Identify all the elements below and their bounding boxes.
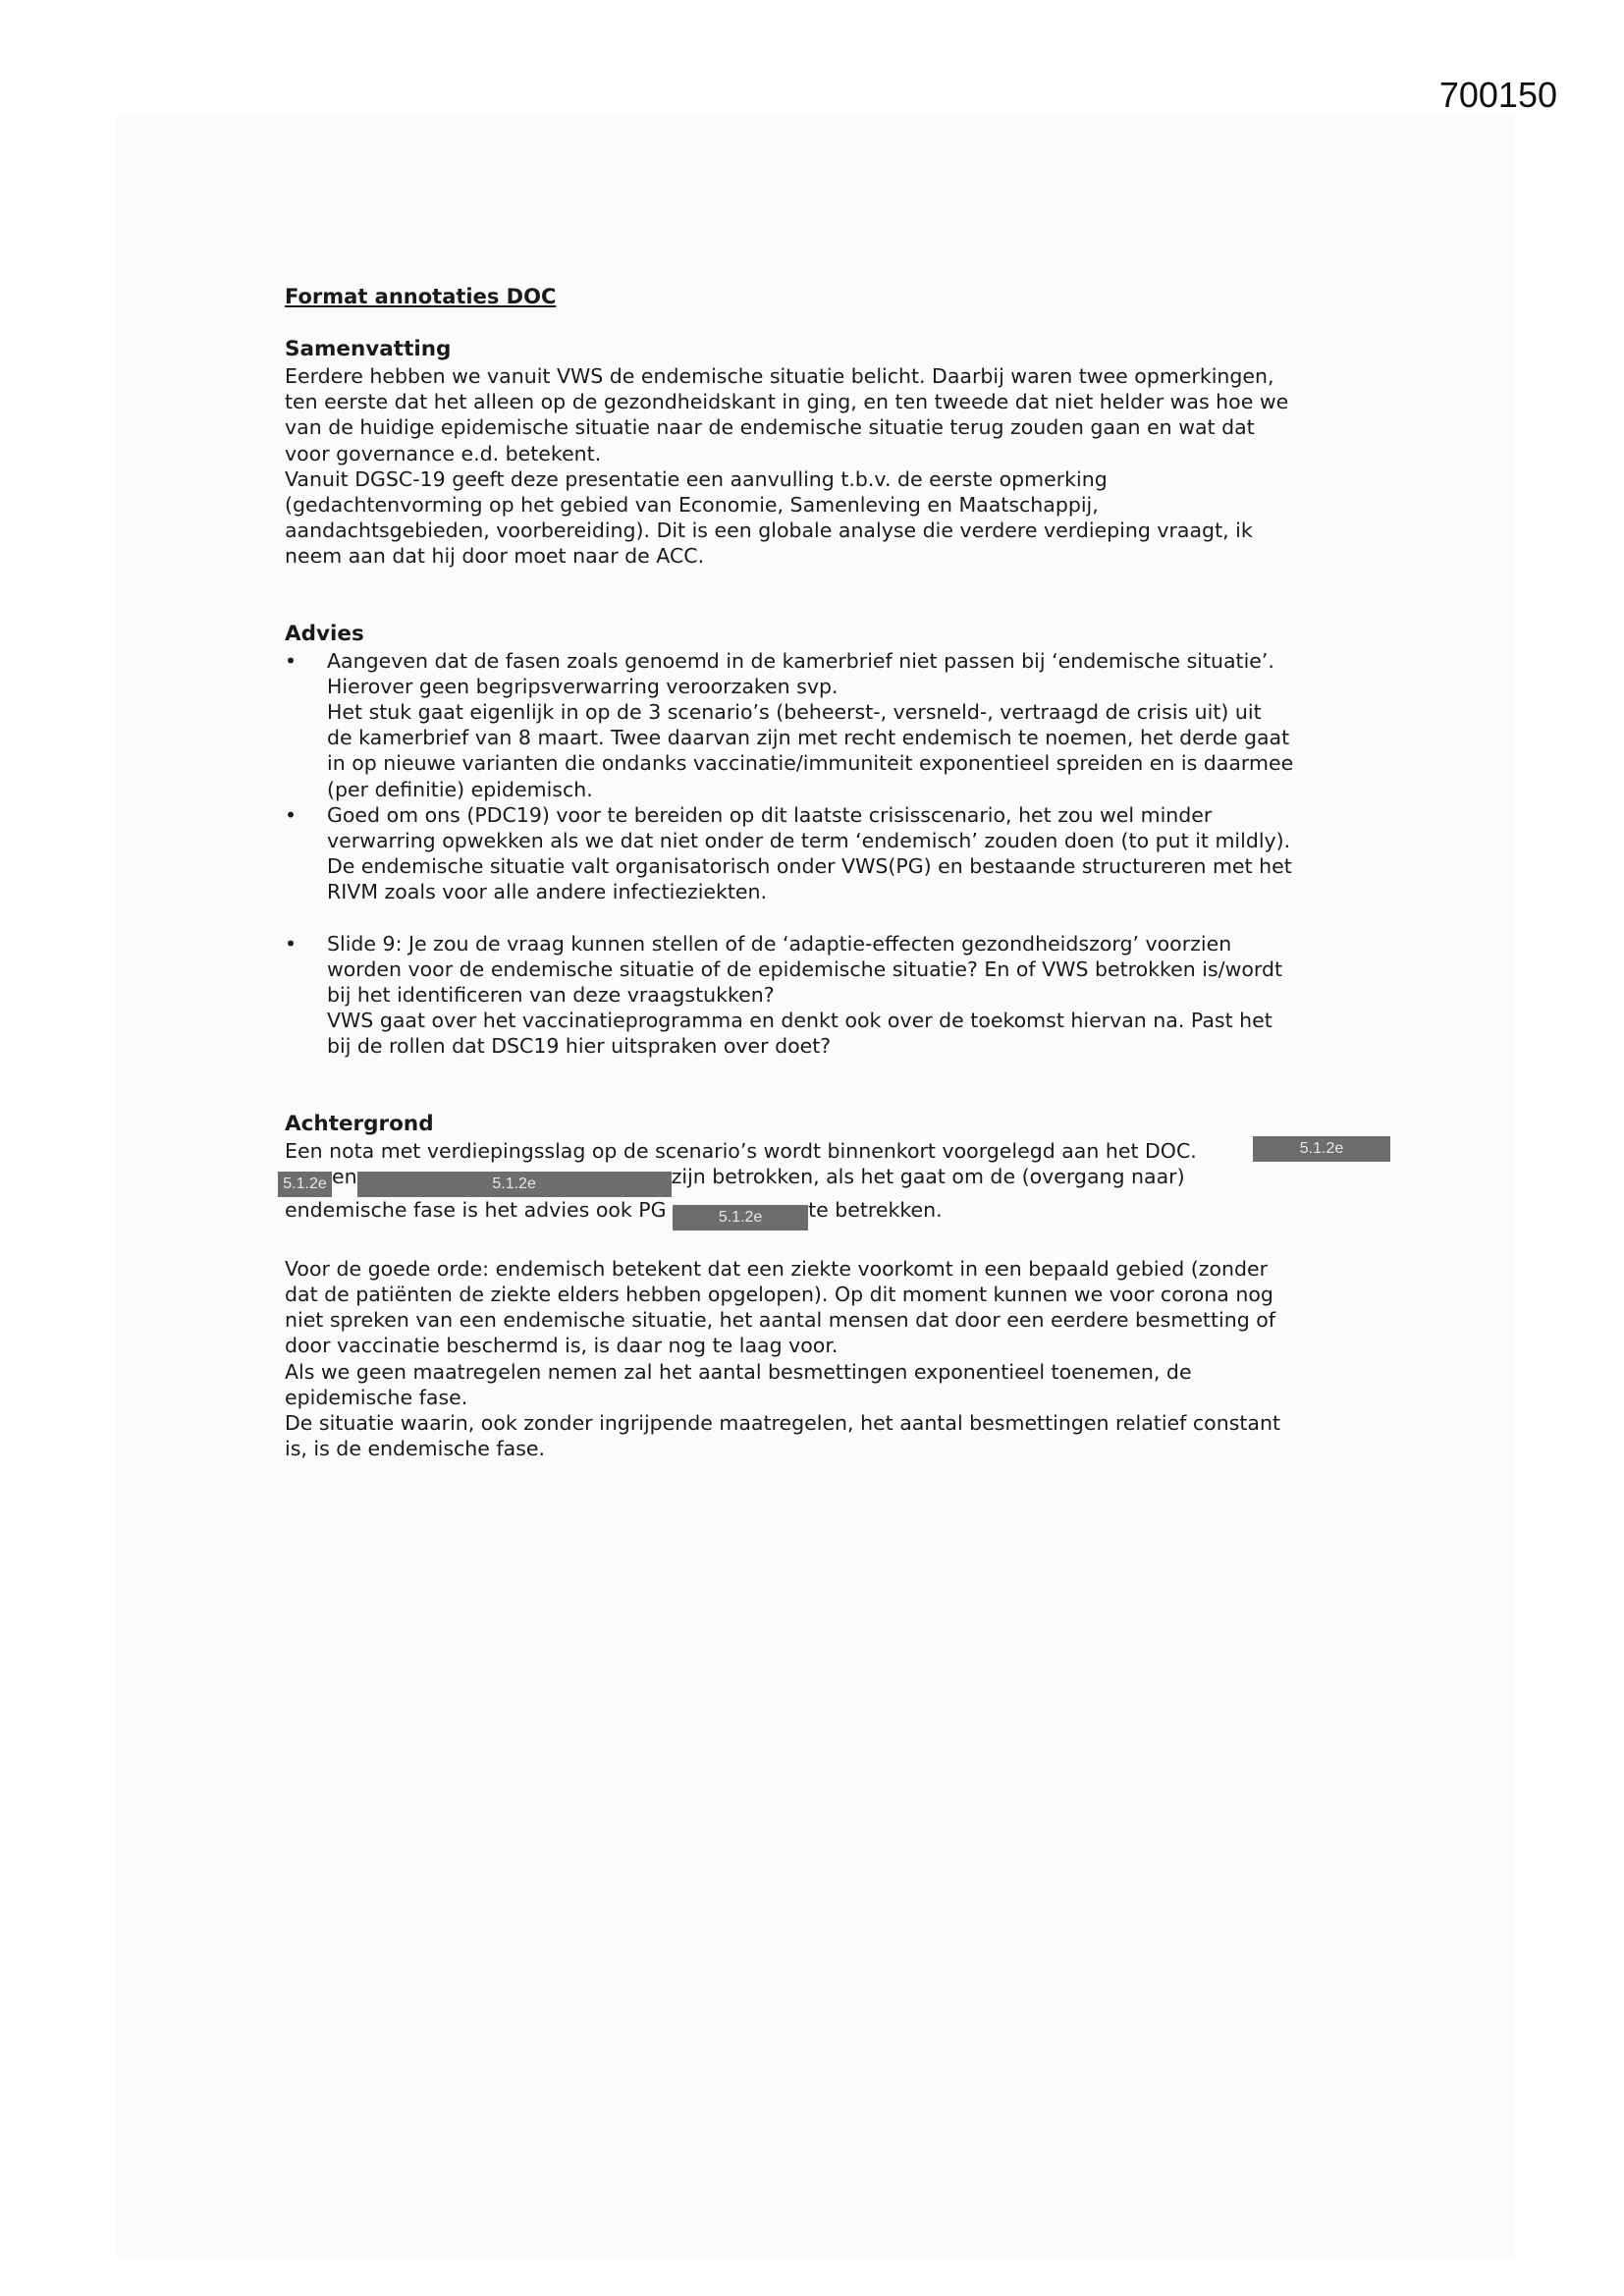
text-line: voor governance e.d. betekent. bbox=[285, 441, 602, 465]
document-body bbox=[285, 283, 1394, 1462]
redaction-box: 5.1.2e bbox=[357, 1172, 672, 1197]
text-line: de kamerbrief van 8 maart. Twee daarvan zijn met recht endemisch te noemen, het derde gaat bbox=[327, 726, 1290, 750]
section-heading: Advies bbox=[285, 621, 364, 646]
section-advies bbox=[285, 621, 1394, 1060]
text-line: in op nieuwe varianten die ondanks vaccinatie/immuniteit exponentieel spreiden en is daarmee bbox=[327, 751, 1294, 776]
section-heading: Samenvatting bbox=[285, 337, 452, 361]
redaction-box: 5.1.2e bbox=[278, 1172, 332, 1197]
text-line bbox=[285, 1164, 1394, 1197]
text-line: neem aan dat hij door moet naar de ACC. bbox=[285, 544, 705, 569]
text-line: VWS gaat over het vaccinatieprogramma en denkt ook over de toekomst hiervan na. Past het bbox=[327, 1009, 1272, 1033]
list-item bbox=[285, 802, 1394, 905]
redaction-box: 5.1.2e bbox=[1253, 1136, 1390, 1162]
redaction-box: 5.1.2e bbox=[673, 1205, 808, 1230]
text-span: te betrekken. bbox=[808, 1197, 943, 1222]
text-line: door vaccinatie beschermd is, is daar nog te laag voor. bbox=[285, 1334, 839, 1358]
text-line: ten eerste dat het alleen op de gezondheidskant in ging, en ten tweede dat niet helder was hoe we bbox=[285, 390, 1289, 414]
text-line: van de huidige epidemische situatie naar de endemische situatie terug zouden gaan en wat dat bbox=[285, 415, 1255, 440]
text-line: bij het identificeren van deze vraagstukken? bbox=[327, 983, 775, 1008]
text-line: is, is de endemische fase. bbox=[285, 1437, 545, 1461]
text-line: RIVM zoals voor alle andere infectieziekten. bbox=[327, 880, 768, 904]
text-line: De endemische situatie valt organisatorisch onder VWS(PG) en bestaande structureren met het bbox=[327, 854, 1292, 879]
text-line: • Goed om ons (PDC19) voor te bereiden op dit laatste crisisscenario, het zou wel minder bbox=[327, 802, 1213, 827]
text-line: worden voor de endemische situatie of de epidemische situatie? En of VWS betrokken is/wordt bbox=[327, 957, 1283, 981]
text-line: dat de patiënten de ziekte elders hebben opgelopen). Op dit moment kunnen we voor corona nog bbox=[285, 1283, 1273, 1307]
text-line bbox=[285, 1138, 1394, 1164]
text-line: aandachtsgebieden, voorbereiding). Dit is een globale analyse die verdere verdieping vraagt, ik bbox=[285, 519, 1253, 543]
text-line: • Slide 9: Je zou de vraag kunnen stellen of de ‘adaptie-effecten gezondheidszorg’ voorzien bbox=[327, 931, 1232, 956]
text-line: Voor de goede orde: endemisch betekent dat een ziekte voorkomt in een bepaald gebied (zonder bbox=[285, 1256, 1269, 1281]
text-span: zijn betrokken, als het gaat om de (overgang naar) bbox=[671, 1164, 1185, 1188]
list-item bbox=[285, 648, 1394, 802]
document-number: 700150 bbox=[1438, 75, 1557, 115]
list-item bbox=[285, 931, 1394, 1060]
text-line: Eerdere hebben we vanuit VWS de endemische situatie belicht. Daarbij waren twee opmerkingen, bbox=[285, 364, 1274, 388]
document-title: Format annotaties DOC bbox=[285, 285, 557, 308]
text-line: • Aangeven dat de fasen zoals genoemd in de kamerbrief niet passen bij ‘endemische situatie’. bbox=[327, 648, 1274, 673]
advies-bullet-list bbox=[285, 648, 1394, 1060]
text-span: en bbox=[332, 1164, 357, 1188]
text-line: Vanuit DGSC-19 geeft deze presentatie een aanvulling t.b.v. de eerste opmerking bbox=[285, 466, 1108, 491]
text-line: verwarring opwekken als we dat niet onder de term ‘endemisch’ zouden doen (to put it mildly). bbox=[327, 829, 1291, 853]
section-samenvatting bbox=[285, 336, 1394, 570]
text-line: Als we geen maatregelen nemen zal het aantal besmettingen exponentieel toenemen, de bbox=[285, 1359, 1192, 1384]
text-line: epidemische fase. bbox=[285, 1385, 468, 1409]
text-line: (per definitie) epidemisch. bbox=[327, 777, 593, 801]
text-line: bij de rollen dat DSC19 hier uitspraken over doet? bbox=[327, 1034, 832, 1059]
text-line: (gedachtenvorming op het gebied van Economie, Samenleving en Maatschappij, bbox=[285, 493, 1099, 518]
text-span: endemische fase is het advies ook PG bbox=[285, 1197, 667, 1222]
text-line: De situatie waarin, ook zonder ingrijpende maatregelen, het aantal besmettingen relatief constant bbox=[285, 1411, 1280, 1436]
text-line: Het stuk gaat eigenlijk in op de 3 scenario’s (beheerst-, versneld-, vertraagd de crisis uit) uit bbox=[327, 700, 1262, 725]
text-line: Hierover geen begripsverwarring veroorzaken svp. bbox=[327, 674, 839, 698]
text-span: Een nota met verdiepingsslag op de scenario’s wordt binnenkort voorgelegd aan het DOC. bbox=[285, 1138, 1197, 1163]
section-achtergrond bbox=[285, 1111, 1394, 1462]
text-line bbox=[285, 1197, 1394, 1230]
section-heading: Achtergrond bbox=[285, 1111, 434, 1136]
text-line: niet spreken van een endemische situatie, het aantal mensen dat door een eerdere besmetting of bbox=[285, 1308, 1275, 1333]
